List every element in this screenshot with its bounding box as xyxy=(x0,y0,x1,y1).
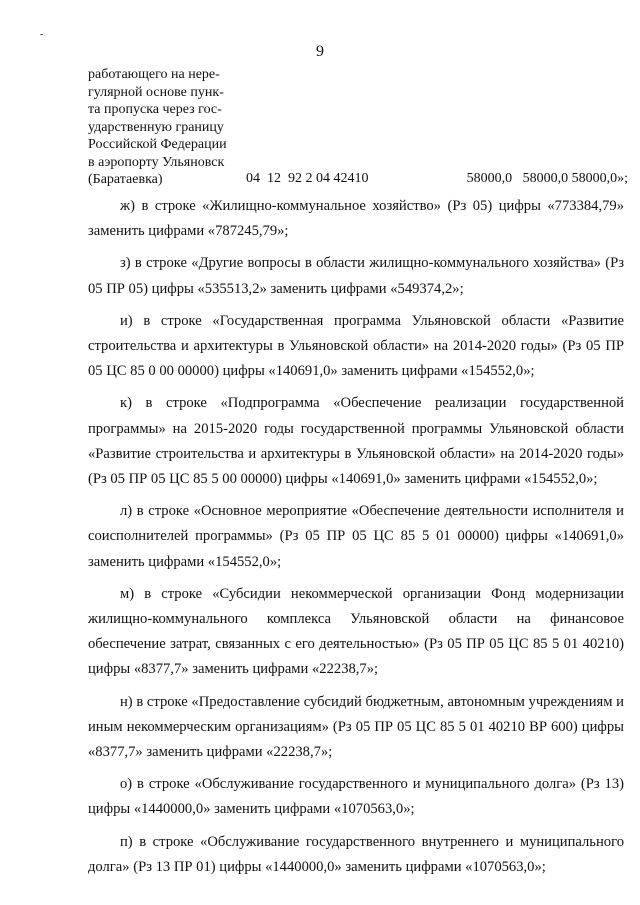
row-name-line: (Баратаевка) xyxy=(88,172,163,187)
paragraph-l: л) в строке «Основное мероприятие «Обеспечение деятельности исполнителя и соисполнителей программы» (Рз 05 ПР 05 ЦС 85 5 01 00000) цифры «140691,0» заменить цифрами «154552,0»; xyxy=(88,503,624,570)
table-row xyxy=(88,66,628,191)
paragraph-k: к) в строке «Подпрограмма «Обеспечение реализации государственной программы» на 2015-2020 годы государственной программы Ульяновской области «Развитие строительства и архитектуры в Ульяновской области» на 2014-2020 годы» (Рз 05 ПР 05 ЦС 85 5 00 00000) цифры «140691,0» заменить цифрами «154552,0»; xyxy=(88,395,624,488)
paragraph-m: м) в строке «Субсидии некоммерческой организации Фонд модернизации жилищно-коммунального комплекса Ульяновской области на финансовое обеспечение затрат, связанных с его деятельностью» (Рз 05 ПР 05 ЦС 85 5 01 40210) цифры «8377,7» заменить цифрами «22238,7»; xyxy=(88,585,624,678)
row-name xyxy=(88,66,258,189)
row-name-line: гулярной основе пунк- xyxy=(88,84,224,100)
row-name-line: работающего на нере- xyxy=(88,67,220,82)
row-name-line: ударственную границу xyxy=(88,119,224,135)
paragraph-p: п) в строке «Обслуживание государственного внутреннего и муниципального долга» (Рз 13 ПР 01) цифры «1440000,0» заменить цифрами «1070563,0»; xyxy=(88,833,624,875)
corner-mark: - xyxy=(40,29,44,40)
paragraph-o: о) в строке «Обслуживание государственного и муниципального долга» (Рз 13) цифры «1440000,0» заменить цифрами «1070563,0»; xyxy=(88,776,624,818)
row-values: 58000,0 58000,0 58000,0»; xyxy=(466,171,628,186)
row-name-line: Российской Федерации xyxy=(88,137,227,152)
paragraph-n: н) в строке «Предоставление субсидий бюджетным, автономным учреждениям и иным некоммерческим организациям» (Рз 05 ПР 05 ЦС 85 5 01 40210 ВР 600) цифры «8377,7» заменить цифрами «22238,7»; xyxy=(88,693,624,761)
row-name-line: та пропуска через гос- xyxy=(88,102,222,117)
amendment-list xyxy=(88,194,624,887)
paragraph-zh: ж) в строке «Жилищно-коммунальное хозяйство» (Рз 05) цифры «773384,79» заменить цифрами «787245,79»; xyxy=(88,198,624,240)
paragraph-i: и) в строке «Государственная программа Ульяновской области «Развитие строительства и архитектуры в Ульяновской области» на 2014-2020 годы» (Рз 05 ПР 05 ЦС 85 0 00 00000) цифры «140691,0» заменить цифрами «154552,0»; xyxy=(88,312,624,380)
row-code: 04 12 92 2 04 42410 xyxy=(246,171,369,186)
row-name-line: в аэропорту Ульяновск xyxy=(88,154,225,170)
page-number: 9 xyxy=(316,43,324,60)
paragraph-z: з) в строке «Другие вопросы в области жилищно-коммунального хозяйства» (Рз 05 ПР 05) цифры «535513,2» заменить цифрами «549374,2»; xyxy=(88,255,624,297)
